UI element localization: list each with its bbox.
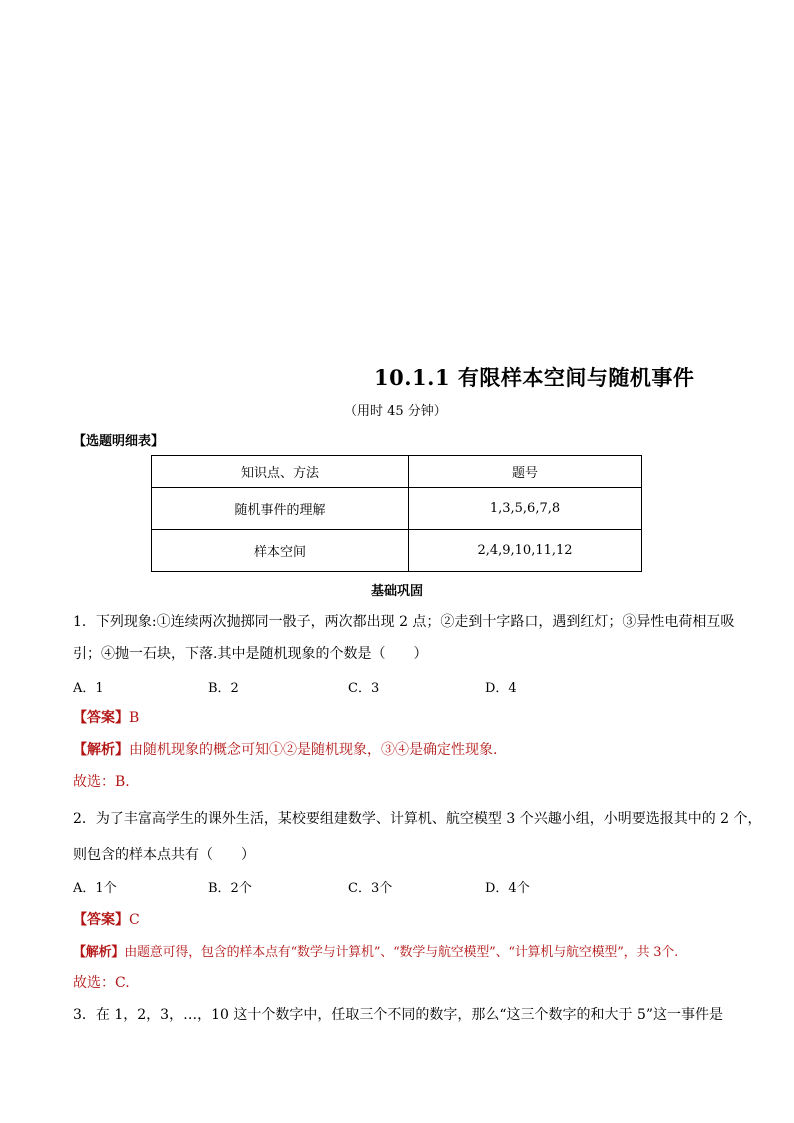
question-2-option-b: B．2个 xyxy=(208,881,252,896)
question-2-text-line2: 则包含的样本点共有（ ） xyxy=(73,847,255,863)
analysis-text: 由题意可得，包含的样本点有“数学与计算机”、“数学与航空模型”、“计算机与航空模型”，共 3个. xyxy=(124,945,679,960)
question-1-answer xyxy=(73,707,139,727)
question-1-analysis xyxy=(73,739,497,759)
table-header-cell: 知识点、方法 xyxy=(152,456,409,488)
question-2-option-a: A．1个 xyxy=(73,881,117,896)
topic-table xyxy=(151,455,642,572)
answer-tag: 【答案】 xyxy=(73,710,129,726)
question-2-option-d: D．4个 xyxy=(485,881,530,896)
answer-value: C xyxy=(129,912,140,928)
question-2-option-c: C．3个 xyxy=(348,881,393,896)
table-header-row xyxy=(152,456,642,488)
table-cell: 2,4,9,10,11,12 xyxy=(409,530,642,572)
table-row xyxy=(152,488,642,530)
answer-value: B xyxy=(129,710,140,726)
question-1-option-a: A．1 xyxy=(73,681,104,696)
table-row xyxy=(152,530,642,572)
question-2-text-line1: 2．为了丰富高学生的课外生活，某校要组建数学、计算机、航空模型 3 个兴趣小组，小明要选报其中的 2 个， xyxy=(73,811,762,827)
question-2-analysis xyxy=(73,941,678,960)
table-caption: 【选题明细表】 xyxy=(73,434,165,449)
question-1-option-c: C．3 xyxy=(348,681,380,696)
question-1-option-d: D．4 xyxy=(485,681,517,696)
time-note: （用时 45 分钟） xyxy=(344,404,447,419)
question-1-option-b: B．2 xyxy=(208,681,239,696)
analysis-tag: 【解析】 xyxy=(73,742,129,758)
document-title: 10.1.1 有限样本空间与随机事件 xyxy=(374,365,695,390)
question-1-text-line2: 引；④抛一石块，下落.其中是随机现象的个数是（ ） xyxy=(73,646,428,662)
question-3-text-line1: 3．在 1，2，3，…，10 这十个数字中，任取三个不同的数字，那么“这三个数字的和大于 5”这一事件是 xyxy=(73,1007,724,1023)
analysis-text: 由随机现象的概念可知①②是随机现象，③④是确定性现象. xyxy=(129,742,498,758)
table-cell: 随机事件的理解 xyxy=(152,488,409,530)
analysis-tag: 【解析】 xyxy=(73,945,125,960)
table-header-cell: 题号 xyxy=(409,456,642,488)
table-cell: 样本空间 xyxy=(152,530,409,572)
section-title: 基础巩固 xyxy=(370,584,423,599)
question-2-conclusion: 故选：C. xyxy=(73,975,130,991)
question-1-conclusion: 故选：B. xyxy=(73,774,130,790)
answer-tag: 【答案】 xyxy=(73,912,129,928)
question-1-text-line1: 1．下列现象:①连续两次抛掷同一骰子，两次都出现 2 点；②走到十字路口，遇到红灯；③异性电荷相互吸 xyxy=(73,614,735,630)
table-cell: 1,3,5,6,7,8 xyxy=(409,488,642,530)
question-2-answer xyxy=(73,909,140,929)
